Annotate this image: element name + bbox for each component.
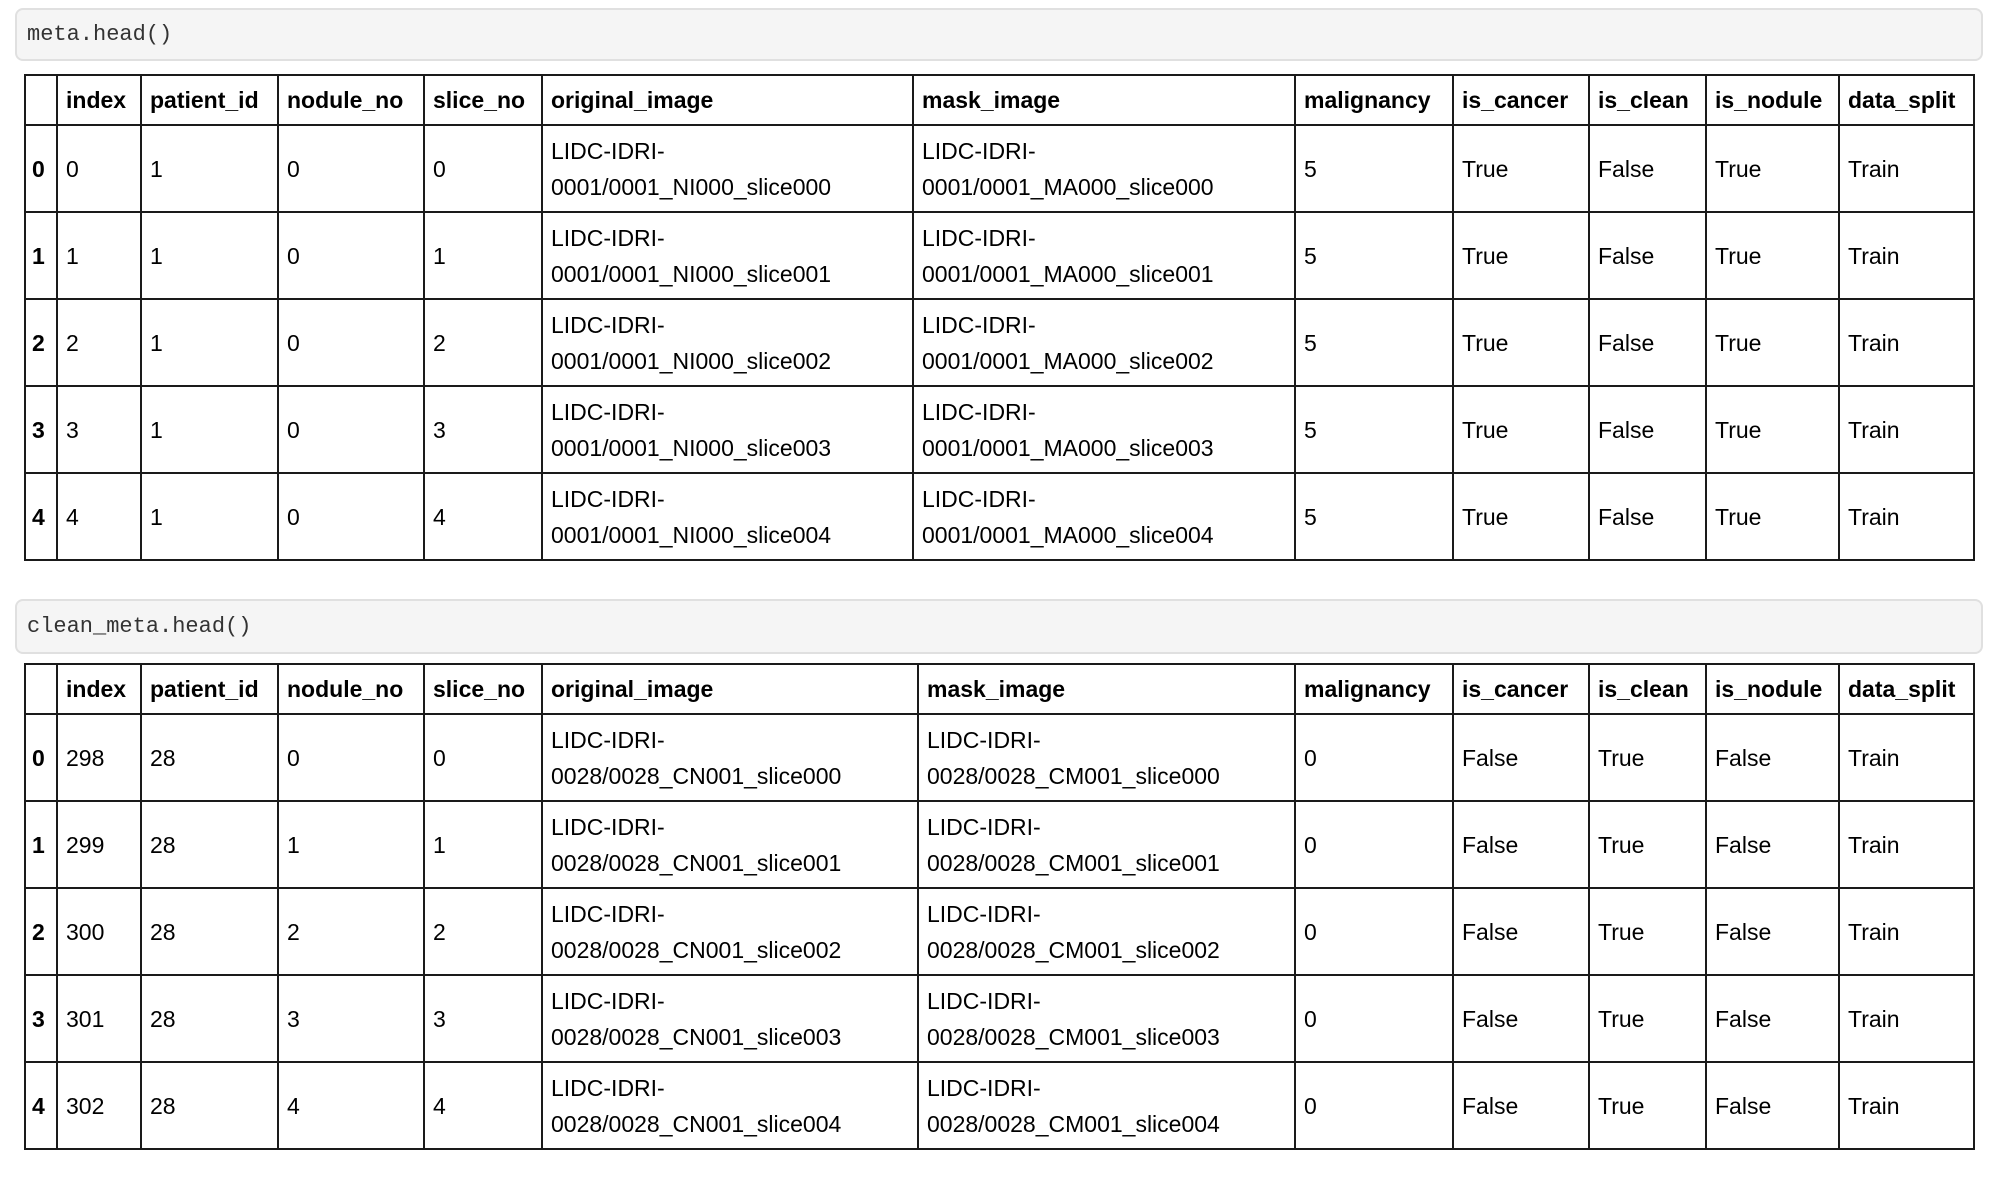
cell-is-clean: False bbox=[1589, 473, 1706, 560]
dataframe-output-clean-meta bbox=[24, 663, 1975, 1150]
path-line: 0028/0028_CN001_slice004 bbox=[551, 1110, 842, 1137]
path-line: 0001/0001_NI000_slice001 bbox=[551, 260, 832, 287]
cell-original-image bbox=[542, 801, 918, 888]
cell-index: 3 bbox=[57, 386, 141, 473]
cell-mask-image bbox=[913, 125, 1295, 212]
path-line: 0028/0028_CN001_slice000 bbox=[551, 762, 842, 789]
path-line: LIDC-IDRI- bbox=[551, 224, 665, 251]
cell-slice-no: 4 bbox=[424, 1062, 542, 1149]
cell-patient-id: 28 bbox=[141, 1062, 278, 1149]
row-index-label: 1 bbox=[25, 212, 57, 299]
path-line: 0028/0028_CM001_slice001 bbox=[927, 849, 1220, 876]
cell-is-nodule: True bbox=[1706, 299, 1839, 386]
cell-is-clean: True bbox=[1589, 888, 1706, 975]
path-line: LIDC-IDRI- bbox=[551, 900, 665, 927]
cell-mask-image bbox=[918, 975, 1295, 1062]
path-line: 0001/0001_NI000_slice002 bbox=[551, 347, 832, 374]
path-line: 0028/0028_CM001_slice000 bbox=[927, 762, 1220, 789]
column-header-patient-id: patient_id bbox=[141, 664, 278, 714]
cell-is-cancer: True bbox=[1453, 125, 1589, 212]
cell-index: 298 bbox=[57, 714, 141, 801]
path-line: LIDC-IDRI- bbox=[551, 398, 665, 425]
path-line: LIDC-IDRI- bbox=[551, 137, 665, 164]
cell-is-nodule: False bbox=[1706, 888, 1839, 975]
table-row bbox=[25, 888, 1974, 975]
cell-patient-id: 1 bbox=[141, 125, 278, 212]
table-row bbox=[25, 212, 1974, 299]
column-header-is-nodule: is_nodule bbox=[1706, 75, 1839, 125]
path-line: LIDC-IDRI- bbox=[551, 485, 665, 512]
cell-is-clean: False bbox=[1589, 212, 1706, 299]
cell-original-image bbox=[542, 714, 918, 801]
cell-is-cancer: True bbox=[1453, 212, 1589, 299]
cell-is-clean: True bbox=[1589, 801, 1706, 888]
path-line: LIDC-IDRI- bbox=[551, 987, 665, 1014]
cell-data-split: Train bbox=[1839, 386, 1974, 473]
table-row bbox=[25, 125, 1974, 212]
column-header-original-image: original_image bbox=[542, 664, 918, 714]
cell-data-split: Train bbox=[1839, 1062, 1974, 1149]
cell-index: 302 bbox=[57, 1062, 141, 1149]
cell-slice-no: 1 bbox=[424, 801, 542, 888]
cell-is-cancer: True bbox=[1453, 386, 1589, 473]
table-row bbox=[25, 1062, 1974, 1149]
cell-mask-image bbox=[913, 386, 1295, 473]
column-header-data-split: data_split bbox=[1839, 75, 1974, 125]
cell-is-nodule: False bbox=[1706, 975, 1839, 1062]
cell-is-cancer: False bbox=[1453, 975, 1589, 1062]
cell-patient-id: 1 bbox=[141, 473, 278, 560]
row-index-label: 1 bbox=[25, 801, 57, 888]
header-row bbox=[25, 75, 1974, 125]
table-row bbox=[25, 975, 1974, 1062]
cell-is-nodule: False bbox=[1706, 1062, 1839, 1149]
cell-is-nodule: True bbox=[1706, 212, 1839, 299]
path-line: LIDC-IDRI- bbox=[551, 311, 665, 338]
cell-original-image bbox=[542, 125, 913, 212]
cell-patient-id: 28 bbox=[141, 975, 278, 1062]
cell-original-image bbox=[542, 212, 913, 299]
column-header-index: index bbox=[57, 664, 141, 714]
cell-is-clean: False bbox=[1589, 386, 1706, 473]
cell-is-nodule: True bbox=[1706, 386, 1839, 473]
code-cell-meta-head[interactable] bbox=[15, 8, 1983, 61]
table-row bbox=[25, 714, 1974, 801]
cell-data-split: Train bbox=[1839, 801, 1974, 888]
column-header-malignancy: malignancy bbox=[1295, 664, 1453, 714]
cell-index: 4 bbox=[57, 473, 141, 560]
cell-mask-image bbox=[913, 473, 1295, 560]
cell-nodule-no: 0 bbox=[278, 714, 424, 801]
path-line: LIDC-IDRI- bbox=[927, 726, 1041, 753]
path-line: 0001/0001_MA000_slice002 bbox=[922, 347, 1214, 374]
cell-original-image bbox=[542, 975, 918, 1062]
path-line: 0028/0028_CN001_slice002 bbox=[551, 936, 842, 963]
cell-patient-id: 28 bbox=[141, 801, 278, 888]
cell-is-clean: True bbox=[1589, 714, 1706, 801]
cell-original-image bbox=[542, 888, 918, 975]
row-index-label: 2 bbox=[25, 299, 57, 386]
cell-mask-image bbox=[913, 299, 1295, 386]
path-line: 0001/0001_NI000_slice000 bbox=[551, 173, 832, 200]
column-header-malignancy: malignancy bbox=[1295, 75, 1453, 125]
cell-malignancy: 5 bbox=[1295, 473, 1453, 560]
path-line: LIDC-IDRI- bbox=[927, 1074, 1041, 1101]
cell-nodule-no: 4 bbox=[278, 1062, 424, 1149]
cell-mask-image bbox=[918, 1062, 1295, 1149]
row-index-label: 0 bbox=[25, 714, 57, 801]
column-header-data-split: data_split bbox=[1839, 664, 1974, 714]
cell-malignancy: 5 bbox=[1295, 386, 1453, 473]
cell-is-clean: False bbox=[1589, 299, 1706, 386]
cell-malignancy: 0 bbox=[1295, 1062, 1453, 1149]
row-index-label: 3 bbox=[25, 975, 57, 1062]
cell-index: 301 bbox=[57, 975, 141, 1062]
path-line: LIDC-IDRI- bbox=[922, 224, 1036, 251]
cell-nodule-no: 3 bbox=[278, 975, 424, 1062]
cell-original-image bbox=[542, 299, 913, 386]
cell-slice-no: 0 bbox=[424, 714, 542, 801]
cell-mask-image bbox=[918, 801, 1295, 888]
cell-patient-id: 1 bbox=[141, 212, 278, 299]
path-line: LIDC-IDRI- bbox=[922, 485, 1036, 512]
path-line: LIDC-IDRI- bbox=[927, 813, 1041, 840]
cell-mask-image bbox=[918, 714, 1295, 801]
cell-is-nodule: False bbox=[1706, 801, 1839, 888]
path-line: LIDC-IDRI- bbox=[922, 311, 1036, 338]
column-header-mask-image: mask_image bbox=[913, 75, 1295, 125]
column-header-row-index bbox=[25, 664, 57, 714]
cell-is-cancer: False bbox=[1453, 1062, 1589, 1149]
cell-malignancy: 5 bbox=[1295, 212, 1453, 299]
cell-is-cancer: False bbox=[1453, 888, 1589, 975]
column-header-patient-id: patient_id bbox=[141, 75, 278, 125]
column-header-mask-image: mask_image bbox=[918, 664, 1295, 714]
cell-slice-no: 0 bbox=[424, 125, 542, 212]
table-row bbox=[25, 386, 1974, 473]
path-line: 0001/0001_MA000_slice000 bbox=[922, 173, 1214, 200]
path-line: 0028/0028_CN001_slice003 bbox=[551, 1023, 842, 1050]
cell-patient-id: 1 bbox=[141, 299, 278, 386]
path-line: 0028/0028_CM001_slice003 bbox=[927, 1023, 1220, 1050]
path-line: LIDC-IDRI- bbox=[927, 987, 1041, 1014]
code-cell-clean-meta-head[interactable] bbox=[15, 599, 1983, 654]
cell-mask-image bbox=[913, 212, 1295, 299]
cell-original-image bbox=[542, 1062, 918, 1149]
cell-is-nodule: False bbox=[1706, 714, 1839, 801]
row-index-label: 4 bbox=[25, 473, 57, 560]
cell-malignancy: 0 bbox=[1295, 975, 1453, 1062]
path-line: LIDC-IDRI- bbox=[922, 398, 1036, 425]
cell-slice-no: 2 bbox=[424, 299, 542, 386]
cell-index: 0 bbox=[57, 125, 141, 212]
cell-nodule-no: 0 bbox=[278, 299, 424, 386]
cell-slice-no: 2 bbox=[424, 888, 542, 975]
path-line: LIDC-IDRI- bbox=[927, 900, 1041, 927]
cell-patient-id: 1 bbox=[141, 386, 278, 473]
column-header-slice-no: slice_no bbox=[424, 664, 542, 714]
path-line: LIDC-IDRI- bbox=[551, 813, 665, 840]
column-header-is-cancer: is_cancer bbox=[1453, 75, 1589, 125]
cell-data-split: Train bbox=[1839, 212, 1974, 299]
cell-nodule-no: 0 bbox=[278, 386, 424, 473]
code-text: clean_meta.head() bbox=[27, 614, 252, 639]
column-header-original-image: original_image bbox=[542, 75, 913, 125]
path-line: 0028/0028_CM001_slice004 bbox=[927, 1110, 1220, 1137]
cell-is-clean: True bbox=[1589, 975, 1706, 1062]
cell-nodule-no: 2 bbox=[278, 888, 424, 975]
cell-data-split: Train bbox=[1839, 125, 1974, 212]
row-index-label: 0 bbox=[25, 125, 57, 212]
path-line: 0028/0028_CN001_slice001 bbox=[551, 849, 842, 876]
cell-index: 1 bbox=[57, 212, 141, 299]
path-line: LIDC-IDRI- bbox=[551, 726, 665, 753]
column-header-nodule-no: nodule_no bbox=[278, 664, 424, 714]
cell-slice-no: 4 bbox=[424, 473, 542, 560]
cell-is-cancer: True bbox=[1453, 299, 1589, 386]
cell-nodule-no: 0 bbox=[278, 212, 424, 299]
cell-data-split: Train bbox=[1839, 473, 1974, 560]
cell-is-cancer: False bbox=[1453, 801, 1589, 888]
table-row bbox=[25, 801, 1974, 888]
cell-malignancy: 5 bbox=[1295, 299, 1453, 386]
path-line: 0001/0001_NI000_slice004 bbox=[551, 521, 832, 548]
cell-slice-no: 3 bbox=[424, 975, 542, 1062]
path-line: 0001/0001_MA000_slice001 bbox=[922, 260, 1214, 287]
cell-data-split: Train bbox=[1839, 975, 1974, 1062]
column-header-nodule-no: nodule_no bbox=[278, 75, 424, 125]
column-header-index: index bbox=[57, 75, 141, 125]
cell-nodule-no: 1 bbox=[278, 801, 424, 888]
header-row bbox=[25, 664, 1974, 714]
cell-malignancy: 0 bbox=[1295, 714, 1453, 801]
column-header-is-cancer: is_cancer bbox=[1453, 664, 1589, 714]
cell-is-nodule: True bbox=[1706, 473, 1839, 560]
cell-is-clean: True bbox=[1589, 1062, 1706, 1149]
path-line: LIDC-IDRI- bbox=[551, 1074, 665, 1101]
cell-index: 300 bbox=[57, 888, 141, 975]
cell-slice-no: 3 bbox=[424, 386, 542, 473]
cell-index: 299 bbox=[57, 801, 141, 888]
cell-malignancy: 0 bbox=[1295, 801, 1453, 888]
table-row bbox=[25, 473, 1974, 560]
column-header-row-index bbox=[25, 75, 57, 125]
cell-is-nodule: True bbox=[1706, 125, 1839, 212]
column-header-is-nodule: is_nodule bbox=[1706, 664, 1839, 714]
cell-nodule-no: 0 bbox=[278, 473, 424, 560]
dataframe-output-meta bbox=[24, 74, 1975, 561]
code-text: meta.head() bbox=[27, 22, 173, 47]
cell-data-split: Train bbox=[1839, 714, 1974, 801]
cell-patient-id: 28 bbox=[141, 714, 278, 801]
cell-is-cancer: True bbox=[1453, 473, 1589, 560]
path-line: 0001/0001_NI000_slice003 bbox=[551, 434, 832, 461]
cell-original-image bbox=[542, 386, 913, 473]
column-header-is-clean: is_clean bbox=[1589, 75, 1706, 125]
row-index-label: 2 bbox=[25, 888, 57, 975]
cell-nodule-no: 0 bbox=[278, 125, 424, 212]
cell-patient-id: 28 bbox=[141, 888, 278, 975]
row-index-label: 4 bbox=[25, 1062, 57, 1149]
cell-malignancy: 5 bbox=[1295, 125, 1453, 212]
column-header-is-clean: is_clean bbox=[1589, 664, 1706, 714]
cell-data-split: Train bbox=[1839, 299, 1974, 386]
cell-original-image bbox=[542, 473, 913, 560]
cell-slice-no: 1 bbox=[424, 212, 542, 299]
path-line: LIDC-IDRI- bbox=[922, 137, 1036, 164]
cell-data-split: Train bbox=[1839, 888, 1974, 975]
cell-mask-image bbox=[918, 888, 1295, 975]
row-index-label: 3 bbox=[25, 386, 57, 473]
column-header-slice-no: slice_no bbox=[424, 75, 542, 125]
table-row bbox=[25, 299, 1974, 386]
cell-is-cancer: False bbox=[1453, 714, 1589, 801]
cell-index: 2 bbox=[57, 299, 141, 386]
path-line: 0001/0001_MA000_slice004 bbox=[922, 521, 1214, 548]
cell-is-clean: False bbox=[1589, 125, 1706, 212]
path-line: 0001/0001_MA000_slice003 bbox=[922, 434, 1214, 461]
path-line: 0028/0028_CM001_slice002 bbox=[927, 936, 1220, 963]
cell-malignancy: 0 bbox=[1295, 888, 1453, 975]
